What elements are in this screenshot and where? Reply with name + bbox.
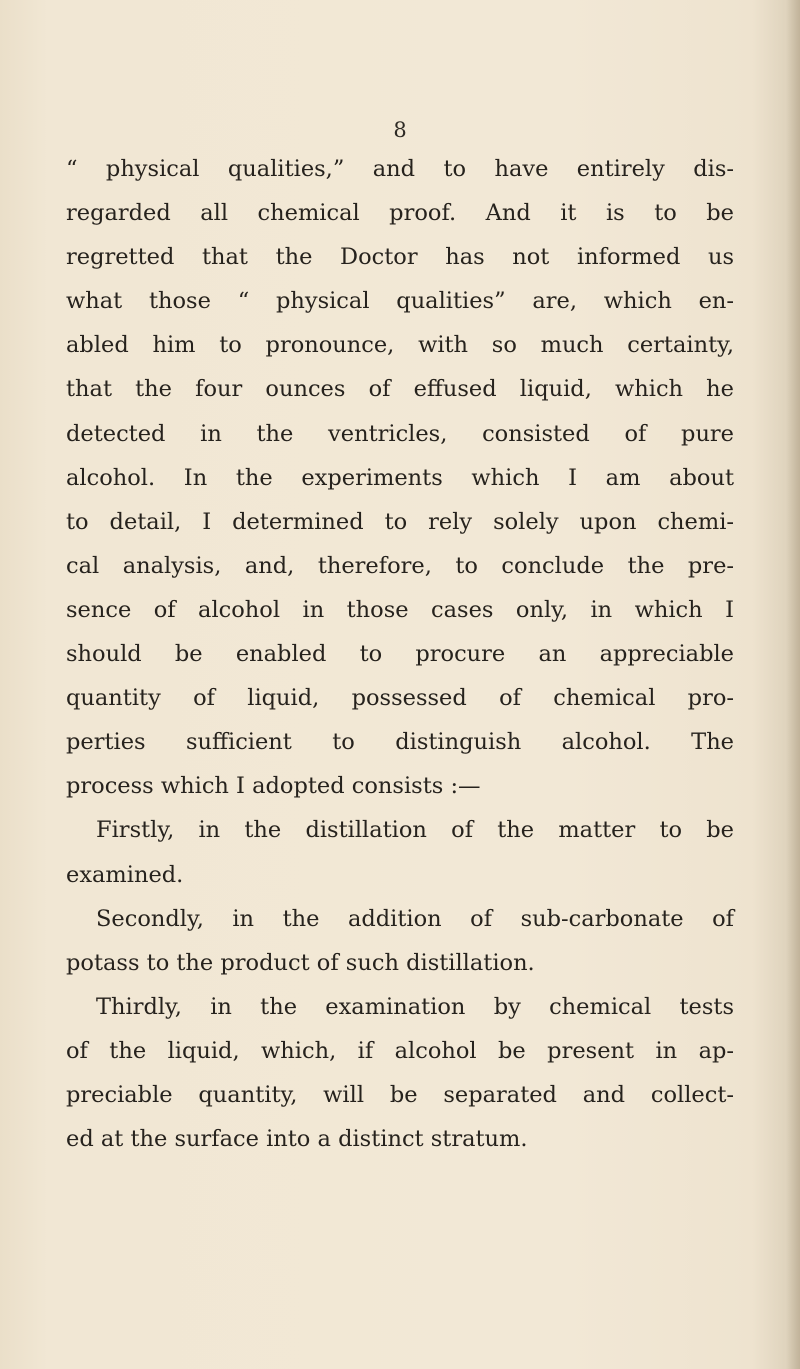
text-line: detected in the ventricles, consisted of pure <box>66 420 734 447</box>
text-line: alcohol. In the experiments which I am about <box>66 464 734 491</box>
text-line: potass to the product of such distillation. <box>66 949 535 976</box>
page-number: 8 <box>393 118 407 142</box>
text-line: preciable quantity, will be separated and collect- <box>66 1081 734 1108</box>
page-edge-shadow <box>786 0 800 1369</box>
text-line: of the liquid, which, if alcohol be present in ap- <box>66 1037 734 1064</box>
text-line: ed at the surface into a distinct stratum. <box>66 1126 528 1153</box>
text-line: “ physical qualities,” and to have entirely dis- <box>66 156 734 182</box>
text-line: what those “ physical qualities” are, which en- <box>66 288 734 315</box>
text-line: regarded all chemical proof. And it is to be <box>66 200 734 227</box>
text-line: examined. <box>66 861 184 888</box>
text-line: perties sufficient to distinguish alcohol. The <box>66 729 734 756</box>
text-line: abled him to pronounce, with so much certainty, <box>66 332 734 359</box>
text-line: should be enabled to procure an appreciable <box>66 641 734 668</box>
text-line: that the four ounces of effused liquid, which he <box>66 376 734 403</box>
body-text <box>66 147 734 1161</box>
text-line: Thirdly, in the examination by chemical tests <box>96 993 734 1020</box>
text-line: sence of alcohol in those cases only, in which I <box>66 596 734 623</box>
text-line: quantity of liquid, possessed of chemical pro- <box>66 685 734 712</box>
text-line: Firstly, in the distillation of the matter to be <box>96 817 734 844</box>
text-line: process which I adopted consists :— <box>66 773 481 800</box>
text-line: regretted that the Doctor has not informed us <box>66 244 734 271</box>
text-line: Secondly, in the addition of sub-carbonate of <box>96 905 734 932</box>
text-line: cal analysis, and, therefore, to conclude the pre- <box>66 552 734 579</box>
text-line: to detail, I determined to rely solely upon chemi- <box>66 508 734 535</box>
